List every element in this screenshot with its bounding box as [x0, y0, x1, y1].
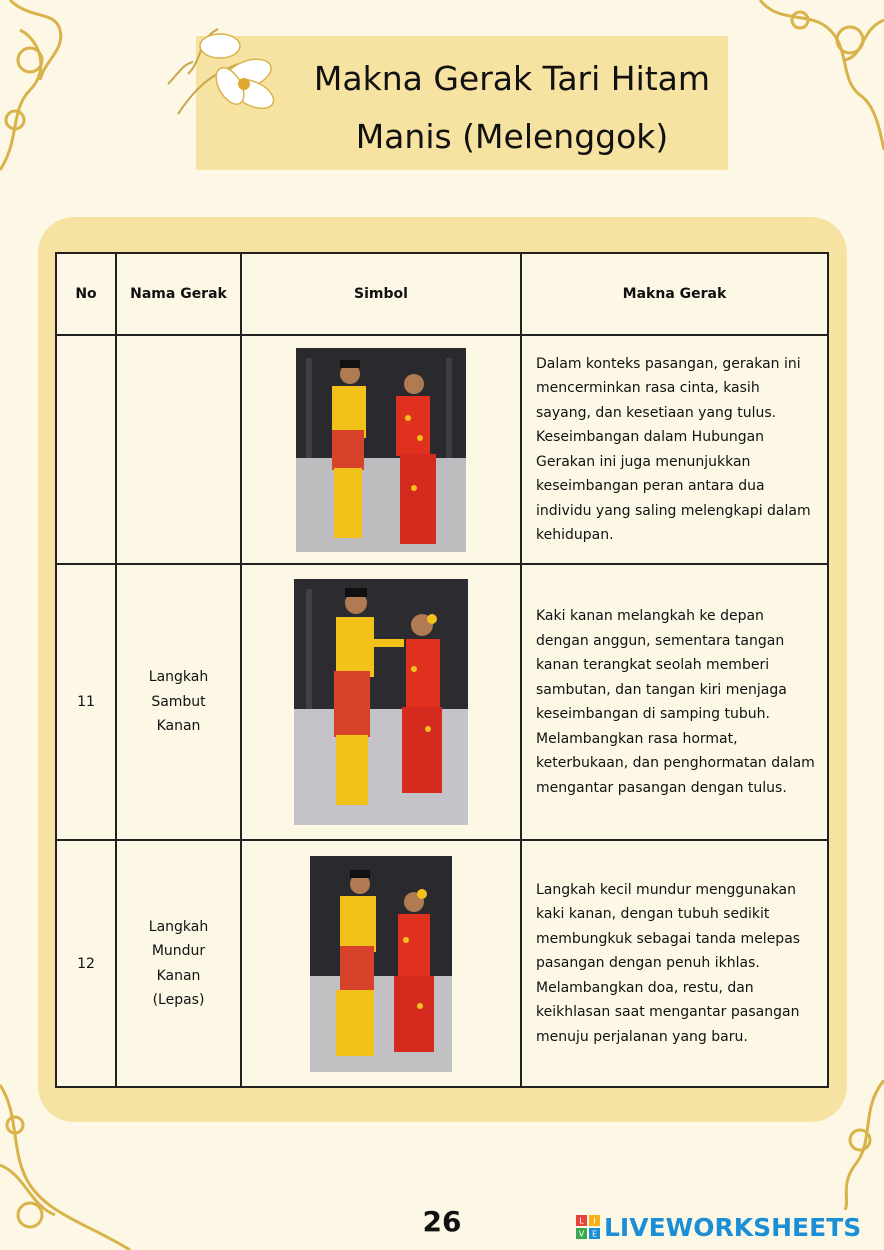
ornament-top-left: [0, 0, 90, 175]
female-dancer: [402, 614, 442, 793]
ornament-top-right: [740, 0, 884, 175]
svg-text:I: I: [593, 1216, 596, 1226]
table-header-row: [56, 253, 828, 335]
row-simbol: [241, 840, 521, 1087]
nama-line: Langkah: [148, 669, 209, 686]
male-dancer: [332, 360, 366, 538]
row-no: 11: [56, 564, 116, 840]
table-row: [56, 840, 828, 1087]
nama-line: (Lepas): [152, 992, 205, 1008]
liveworksheets-text: LIVEWORKSHEETS: [604, 1212, 862, 1242]
header-nama-gerak: Nama Gerak: [116, 253, 241, 335]
page-title: Makna Gerak Tari Hitam Manis (Melenggok): [313, 59, 711, 156]
female-dancer: [396, 374, 436, 544]
header-no: No: [56, 253, 116, 335]
svg-text:E: E: [591, 1229, 598, 1239]
nama-line: Kanan: [156, 718, 201, 735]
row-simbol: [241, 564, 521, 840]
row-nama: [116, 564, 241, 840]
row-no: [56, 335, 116, 564]
row-makna: Langkah kecil mundur menggunakan kaki kanan, dengan tubuh sedikit membungkuk sebagai tanda melepas pasangan dengan penuh ikhlas. Melambangkan doa, restu, dan keikhlasan saat mengantar pasangan menuju perjalanan yang baru.: [521, 840, 828, 1087]
liveworksheets-icon: [576, 1215, 600, 1239]
male-dancer: [336, 870, 376, 1056]
nama-line: Langkah: [148, 918, 209, 935]
nama-line: Kanan: [156, 967, 201, 984]
flower-ornament: [158, 4, 298, 124]
nama-line: Sambut: [151, 693, 206, 710]
dance-photo-12: [310, 856, 452, 1072]
nama-line: Mundur: [151, 943, 206, 959]
row-nama: [116, 840, 241, 1087]
row-makna: Dalam konteks pasangan, gerakan ini mencerminkan rasa cinta, kasih sayang, dan kesetiaan yang tulus. Keseimbangan dalam Hubungan Gerakan ini juga menunjukkan keseimbangan peran antara dua individu yang saling melengkapi dalam kehidupan.: [521, 335, 828, 564]
dance-photo-11: [294, 579, 468, 825]
table-row: [56, 335, 828, 564]
table-row: [56, 564, 828, 840]
header-simbol: Simbol: [241, 253, 521, 335]
row-no: 12: [56, 840, 116, 1087]
svg-text:V: V: [578, 1229, 585, 1239]
page-number: 26: [422, 1205, 462, 1238]
row-makna: Kaki kanan melangkah ke depan dengan anggun, sementara tangan kanan terangkat seolah memberi sambutan, dan tangan kiri menjaga keseimbangan di samping tubuh. Melambangkan rasa hormat, keterbukaan, dan penghormatan dalam mengantar pasangan dengan tulus.: [521, 564, 828, 840]
row-simbol: [241, 335, 521, 564]
gerak-table: [55, 252, 829, 1088]
dance-photo-1: [296, 348, 466, 552]
svg-text:L: L: [579, 1216, 584, 1226]
liveworksheets-logo: [576, 1210, 861, 1244]
row-nama: [116, 335, 241, 564]
header-makna-gerak: Makna Gerak: [521, 253, 828, 335]
